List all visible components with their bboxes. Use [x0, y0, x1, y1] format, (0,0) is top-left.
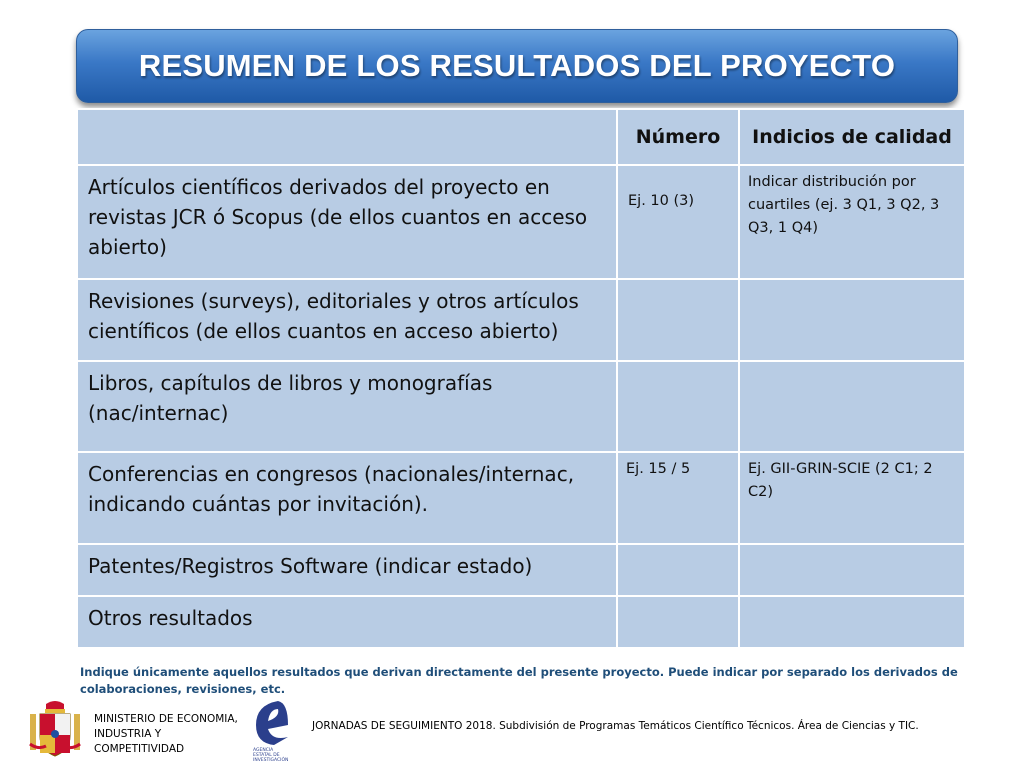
table-row [77, 279, 965, 361]
table-row [77, 596, 965, 648]
row-label: Libros, capítulos de libros y monografías (nac/internac) [77, 361, 617, 452]
row-label: Artículos científicos derivados del proyecto en revistas JCR ó Scopus (de ellos cuantos en acceso abierto) [77, 165, 617, 279]
table-row [77, 544, 965, 596]
table-row [77, 165, 965, 279]
row-calidad: Ej. GII-GRIN-SCIE (2 C1; 2 C2) [739, 452, 965, 544]
row-label: Otros resultados [77, 596, 617, 648]
row-numero [617, 596, 739, 648]
svg-text:AGENCIA: AGENCIA [253, 748, 274, 753]
row-calidad [739, 544, 965, 596]
row-calidad [739, 596, 965, 648]
table-header-row [77, 109, 965, 165]
table-row [77, 452, 965, 544]
page-title: RESUMEN DE LOS RESULTADOS DEL PROYECTO [138, 48, 896, 83]
svg-text:ESTATAL DE: ESTATAL DE [253, 753, 280, 758]
header-empty [77, 109, 617, 165]
table-row [77, 361, 965, 452]
footnote: Indique únicamente aquellos resultados que derivan directamente del presente proyecto. Puede indicar por separado los derivados de colaboraciones, revisiones, etc. [80, 665, 958, 696]
row-numero: Ej. 15 / 5 [617, 452, 739, 544]
ministry-name: MINISTERIO DE ECONOMIA, INDUSTRIA Y COMPETITIVIDAD [94, 713, 238, 755]
results-table [76, 108, 966, 649]
row-label: Patentes/Registros Software (indicar estado) [77, 544, 617, 596]
row-calidad [739, 279, 965, 361]
header-calidad: Indicios de calidad [739, 109, 965, 165]
row-label: Conferencias en congresos (nacionales/internac, indicando cuántas por invitación). [77, 452, 617, 544]
row-calidad: Indicar distribución por cuartiles (ej. 3 Q1, 3 Q2, 3 Q3, 1 Q4) [739, 165, 965, 279]
spain-coat-of-arms-icon [28, 700, 82, 760]
row-numero [617, 279, 739, 361]
row-numero [617, 544, 739, 596]
svg-text:INVESTIGACIÓN: INVESTIGACIÓN [253, 758, 289, 763]
row-label: Revisiones (surveys), editoriales y otros artículos científicos (de ellos cuantos en acceso abierto) [77, 279, 617, 361]
header-numero: Número [617, 109, 739, 165]
row-numero [617, 361, 739, 452]
title-banner [76, 29, 958, 103]
aei-logo-icon [248, 697, 292, 763]
row-numero: Ej. 10 (3) [617, 165, 739, 279]
footer-text: JORNADAS DE SEGUIMIENTO 2018. Subdivisión de Programas Temáticos Científico Técnicos. Área de Ciencias y TIC. [312, 720, 919, 732]
row-calidad [739, 361, 965, 452]
